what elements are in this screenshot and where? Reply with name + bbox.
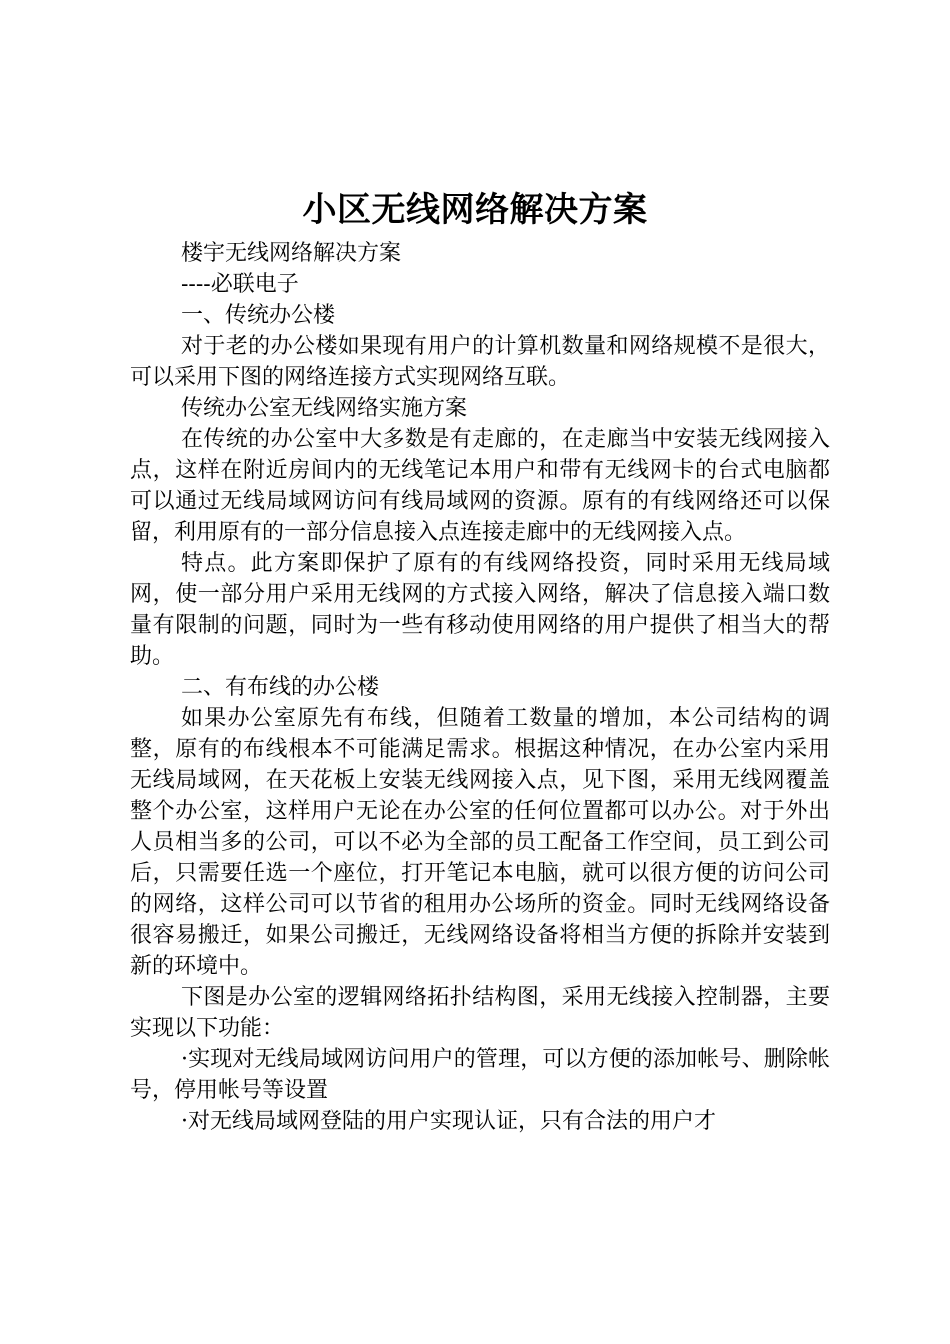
body-paragraph: 在传统的办公室中大多数是有走廊的，在走廊当中安装无线网接入点，这样在附近房间内的无线笔记本用户和带有无线网卡的台式电脑都可以通过无线局域网访问有线局域网的资源。原有的有线网络还可以保留，利用原有的一部分信息接入点连接走廊中的无线网接入点。	[130, 427, 830, 545]
body-paragraph: 特点。此方案即保护了原有的有线网络投资，同时采用无线局域网，使一部分用户采用无线网的方式接入网络，解决了信息接入端口数量有限制的问题，同时为一些有移动使用网络的用户提供了相当大的帮助。	[130, 551, 830, 669]
subtitle-paragraph: 楼宇无线网络解决方案	[181, 241, 402, 266]
body-paragraph: 对于老的办公楼如果现有用户的计算机数量和网络规模不是很大，可以采用下图的网络连接方式实现网络互联。	[130, 334, 830, 390]
body-paragraph: 下图是办公室的逻辑网络拓扑结构图，采用无线接入控制器，主要实现以下功能：	[130, 985, 830, 1041]
author-paragraph: ----必联电子	[181, 272, 299, 297]
body-paragraph: 如果办公室原先有布线，但随着工数量的增加，本公司结构的调整，原有的布线根本不可能满足需求。根据这种情况，在办公室内采用无线局域网，在天花板上安装无线网接入点，见下图，采用无线网覆盖整个办公室，这样用户无论在办公室的任何位置都可以办公。对于外出人员相当多的公司，可以不必为全部的员工配备工作空间，员工到公司后，只需要任选一个座位，打开笔记本电脑，就可以很方便的访问公司的网络，这样公司可以节省的租用办公场所的资金。同时无线网络设备很容易搬迁，如果公司搬迁，无线网络设备将相当方便的拆除并安装到新的环境中。	[130, 706, 830, 979]
document-body	[130, 238, 830, 1137]
document-title: 小区无线网络解决方案	[302, 190, 648, 230]
section-heading-1: 一、传统办公楼	[181, 303, 336, 328]
section-heading-2: 二、有布线的办公楼	[181, 675, 380, 700]
bullet-item: ·对无线局域网登陆的用户实现认证，只有合法的用户才	[181, 1109, 716, 1134]
bullet-item: ·实现对无线局域网访问用户的管理，可以方便的添加帐号、删除帐号，停用帐号等设置	[130, 1047, 830, 1103]
subsection-heading: 传统办公室无线网络实施方案	[181, 396, 468, 421]
